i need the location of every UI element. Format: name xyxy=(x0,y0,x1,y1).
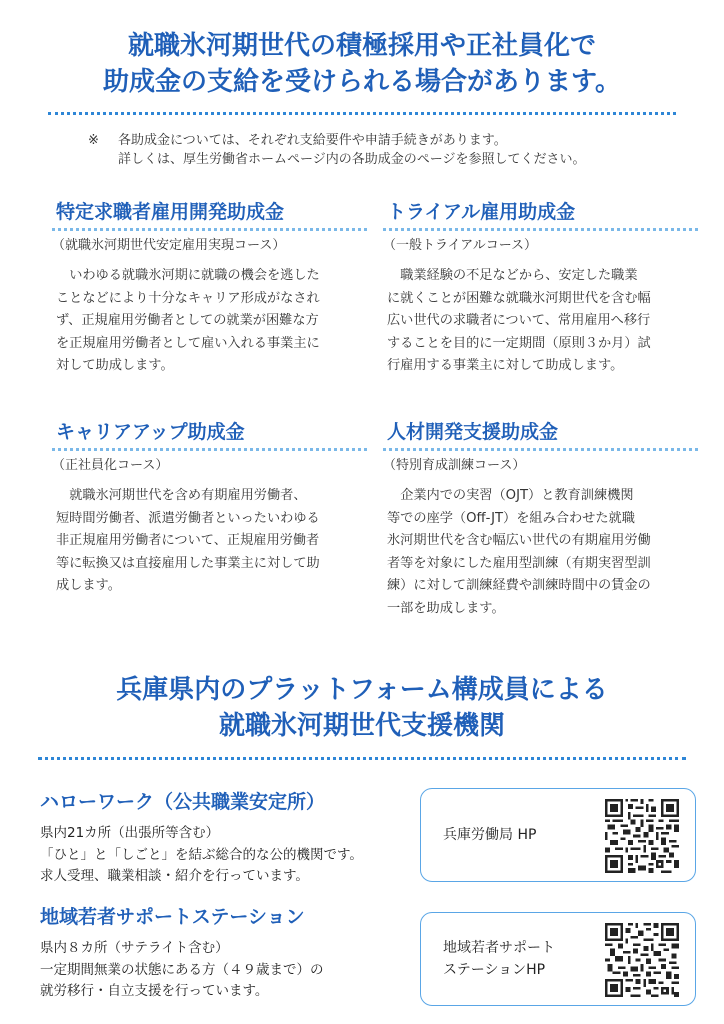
org-description-line: 「ひと」と「しごと」を結ぶ総合的な公的機関です。 xyxy=(40,846,363,863)
grant-title: 特定求職者雇用開発助成金 xyxy=(56,201,285,223)
grant-description-line: を正規雇用労働者として雇い入れる事業主に xyxy=(56,335,320,351)
grant-description-line: 練）に対して訓練経費や訓練時間中の賃金の xyxy=(387,578,651,594)
grant-description-line: 者等を対象にした雇用型訓練（有期実習型訓 xyxy=(387,555,651,571)
grant-course: （一般トライアルコース） xyxy=(383,238,538,253)
grant-card-tokutei xyxy=(52,200,367,378)
grant-description-line: 職業経験の不足などから、安定した職業 xyxy=(400,268,638,283)
section-divider xyxy=(38,757,686,760)
grant-course: （正社員化コース） xyxy=(52,458,169,473)
grant-description-line: 行雇用する事業主に対して助成します。 xyxy=(387,358,624,374)
org-description-line: 県内21カ所（出張所等含む） xyxy=(40,825,220,841)
grant-description xyxy=(52,265,367,378)
hp-link-label-line-2: ステーションHP xyxy=(443,962,546,978)
grant-description-line: ず、正規雇用労働者としての就業が困難な方 xyxy=(56,313,319,329)
grant-description-line: 非正規雇用労働者について、正規雇用労働者 xyxy=(56,533,320,549)
section-title-line-2: 就職氷河期世代支援機関 xyxy=(218,711,505,741)
page-title-line-1: 就職氷河期世代の積極採用や正社員化で xyxy=(127,31,596,61)
grant-title: トライアル雇用助成金 xyxy=(387,201,576,223)
org-description-line: 就労移行・自立支援を行っています。 xyxy=(40,983,269,999)
grant-description-line: 就職氷河期世代を含め有期雇用労働者、 xyxy=(69,488,307,503)
grant-course: （特別育成訓練コース） xyxy=(383,458,526,473)
section-title-line-1: 兵庫県内のプラットフォーム構成員による xyxy=(116,675,608,705)
hp-link-label-line-1: 地域若者サポート xyxy=(443,940,555,956)
hp-link-label: 兵庫労働局 HP xyxy=(443,827,537,843)
org-title: 地域若者サポートステーション xyxy=(40,906,305,928)
grant-card-trial xyxy=(383,200,698,378)
grant-course: （就職氷河期世代安定雇用実現コース） xyxy=(52,238,286,253)
grant-description xyxy=(52,485,367,598)
org-youth-support-station xyxy=(40,904,410,1003)
org-description xyxy=(40,938,410,1003)
org-description-line: 求人受理、職業相談・紹介を行っています。 xyxy=(40,868,309,884)
grant-description xyxy=(383,265,698,378)
page-title-line-2: 助成金の支給を受けられる場合があります。 xyxy=(103,67,621,97)
grant-description-line: 等での座学（Off-JT）を組み合わせた就職 xyxy=(387,510,635,526)
grant-description-line: 等に転換又は直接雇用した事業主に対して助 xyxy=(56,555,320,571)
grant-description xyxy=(383,485,698,621)
hp-link-card-hyogo-labor-bureau[interactable] xyxy=(420,788,696,882)
grant-description-line: ことなどにより十分なキャリア形成がなされ xyxy=(56,290,320,306)
org-description-line: 一定期間無業の状態にある方（４９歳まで）の xyxy=(40,961,324,978)
org-title: ハローワーク（公共職業安定所） xyxy=(40,791,326,813)
qr-code-icon[interactable] xyxy=(605,799,679,873)
grant-description-line: に就くことが困難な就職氷河期世代を含む幅 xyxy=(387,290,651,306)
note-mark: ※ xyxy=(88,133,99,148)
note-line-2: 詳しくは、厚生労働省ホームページ内の各助成金のページを参照してください。 xyxy=(118,152,586,167)
grant-description-line: 短時間労働者、派遣労働者といったいわゆる xyxy=(56,510,320,526)
grant-description-line: いわゆる就職氷河期に就職の機会を逃した xyxy=(69,268,320,283)
grant-title-underline xyxy=(383,448,698,451)
org-description xyxy=(40,823,410,888)
grant-card-jinzai xyxy=(383,420,698,621)
title-divider xyxy=(48,112,676,115)
grant-title-underline xyxy=(383,228,698,231)
grant-description-line: 対して助成します。 xyxy=(56,358,174,374)
grant-title: キャリアアップ助成金 xyxy=(56,421,245,443)
grant-description-line: 広い世代の求職者について、常用雇用へ移行 xyxy=(387,313,651,329)
note-line-1: 各助成金については、それぞれ支給要件や申請手続きがあります。 xyxy=(118,133,507,148)
qr-code-icon[interactable] xyxy=(605,923,679,997)
grant-description-line: 企業内での実習（OJT）と教育訓練機関 xyxy=(400,488,634,503)
grant-description-line: 成します。 xyxy=(56,578,121,594)
org-description-line: 県内８カ所（サテライト含む） xyxy=(40,940,229,956)
grant-title-underline xyxy=(52,448,367,451)
grant-title-underline xyxy=(52,228,367,231)
grant-description-line: 一部を助成します。 xyxy=(387,600,505,616)
org-hello-work xyxy=(40,789,410,888)
grant-title: 人材開発支援助成金 xyxy=(387,421,559,443)
grant-description-line: することを目的に一定期間（原則３か月）試 xyxy=(387,335,651,351)
grant-description-line: 氷河期世代を含む幅広い世代の有期雇用労働 xyxy=(387,533,651,549)
hp-link-card-support-station[interactable] xyxy=(420,912,696,1006)
grant-card-career-up xyxy=(52,420,367,598)
